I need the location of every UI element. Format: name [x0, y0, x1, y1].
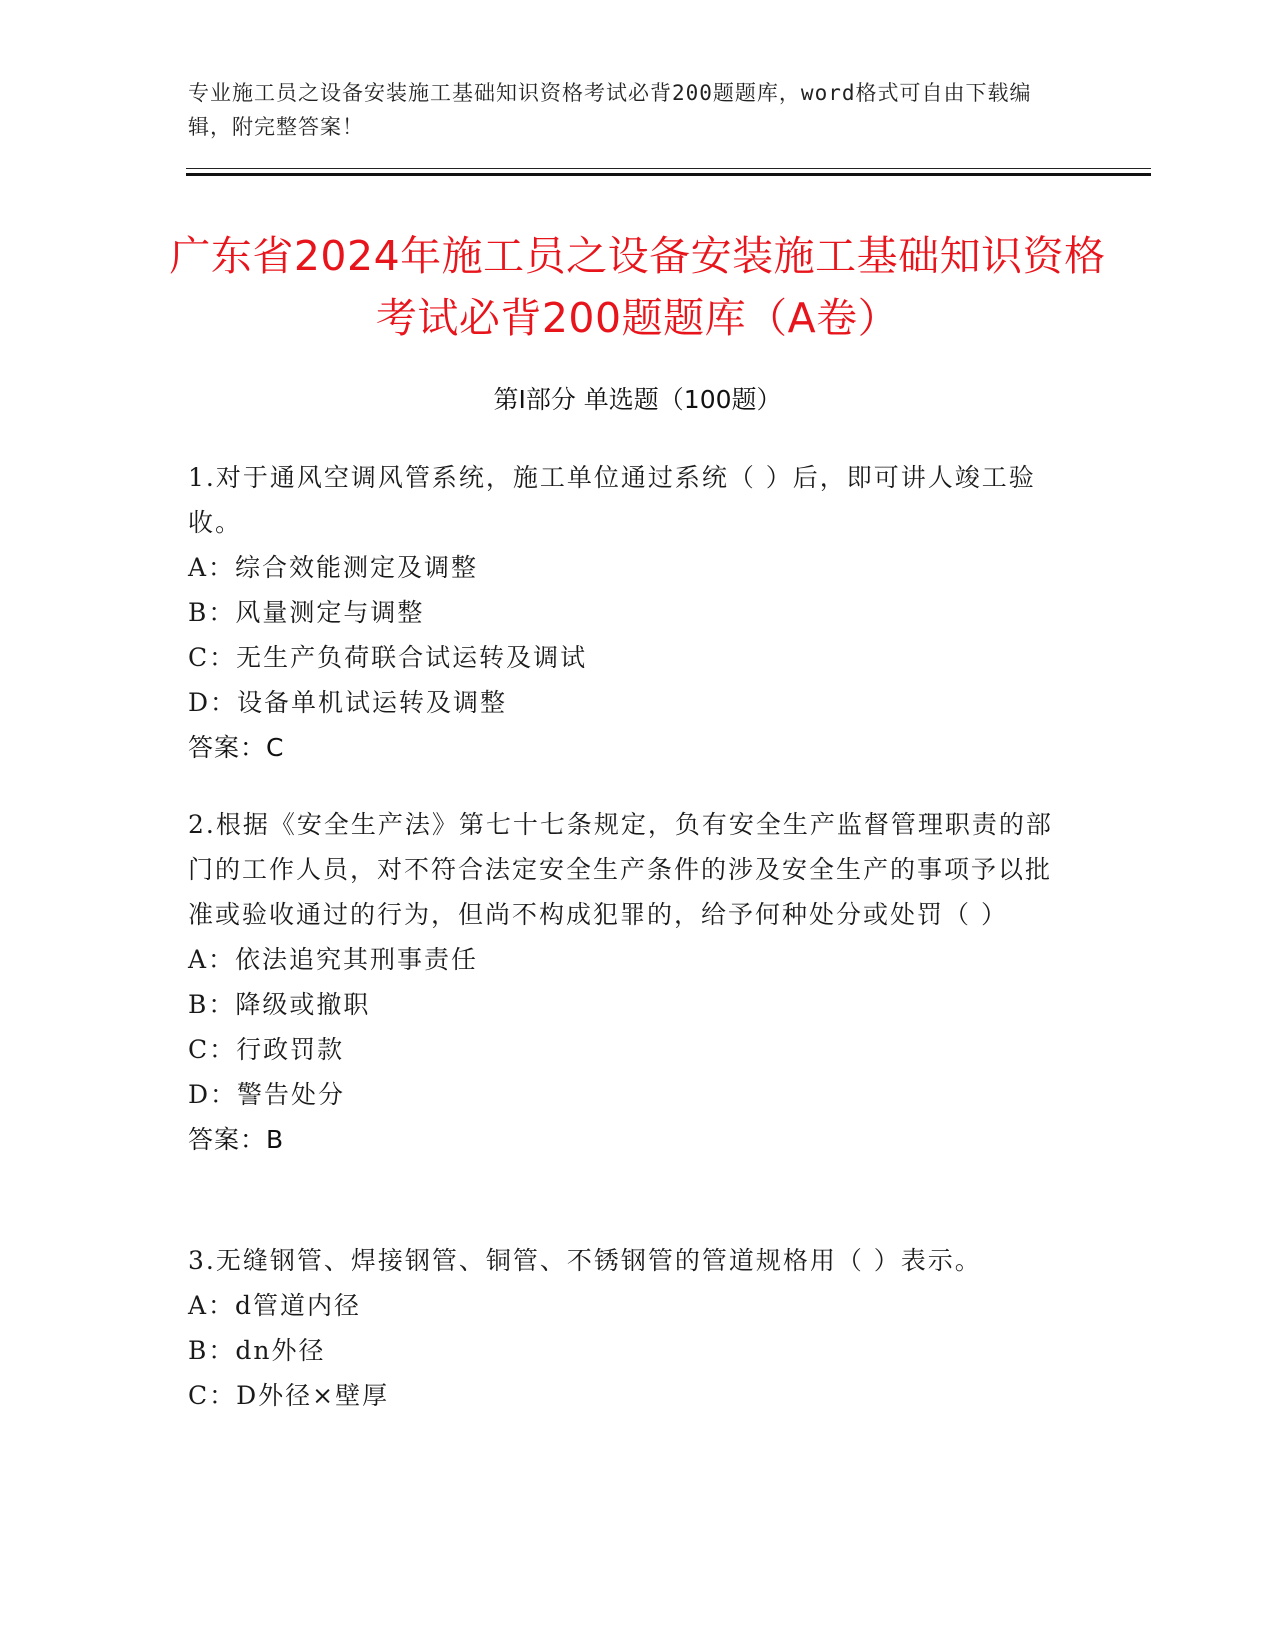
question-1 [188, 455, 1068, 770]
question-3 [188, 1238, 1068, 1418]
option-d: D：警告处分 [188, 1080, 346, 1109]
option-b: B：dn外径 [188, 1336, 326, 1365]
option-c: C：行政罚款 [188, 1035, 345, 1064]
question-stem: 1.对于通风空调风管系统，施工单位通过系统（ ）后，即可讲人竣工验收。 [188, 463, 1036, 537]
document-title: 广东省2024年施工员之设备安装施工基础知识资格考试必背200题题库（A卷） [169, 232, 1106, 342]
question-stem: 2.根据《安全生产法》第七十七条规定，负有安全生产监督管理职责的部门的工作人员，对不符合法定安全生产条件的涉及安全生产的事项予以批准或验收通过的行为，但尚不构成犯罪的，给予何种处分或处罚（ ） [188, 810, 1053, 929]
question-2 [188, 802, 1068, 1162]
option-a: A：依法追究其刑事责任 [188, 945, 479, 974]
option-b: B：风量测定与调整 [188, 598, 425, 627]
section-heading: 第Ⅰ部分 单选题（100题） [493, 385, 782, 414]
header-divider-thick [186, 173, 1151, 176]
answer: 答案：B [188, 1125, 285, 1154]
option-a: A：综合效能测定及调整 [188, 553, 479, 582]
question-stem: 3.无缝钢管、焊接钢管、铜管、不锈钢管的管道规格用（ ）表示。 [188, 1246, 982, 1275]
option-b: B：降级或撤职 [188, 990, 371, 1019]
option-d: D：设备单机试运转及调整 [188, 688, 508, 717]
option-c: C：D外径×壁厚 [188, 1381, 390, 1410]
header-divider-thin [186, 168, 1151, 169]
option-c: C：无生产负荷联合试运转及调试 [188, 643, 588, 672]
header-note: 专业施工员之设备安装施工基础知识资格考试必背200题题库，word格式可自由下载编辑，附完整答案！ [188, 81, 1032, 139]
option-a: A：d管道内径 [188, 1291, 362, 1320]
answer: 答案：C [188, 733, 285, 762]
